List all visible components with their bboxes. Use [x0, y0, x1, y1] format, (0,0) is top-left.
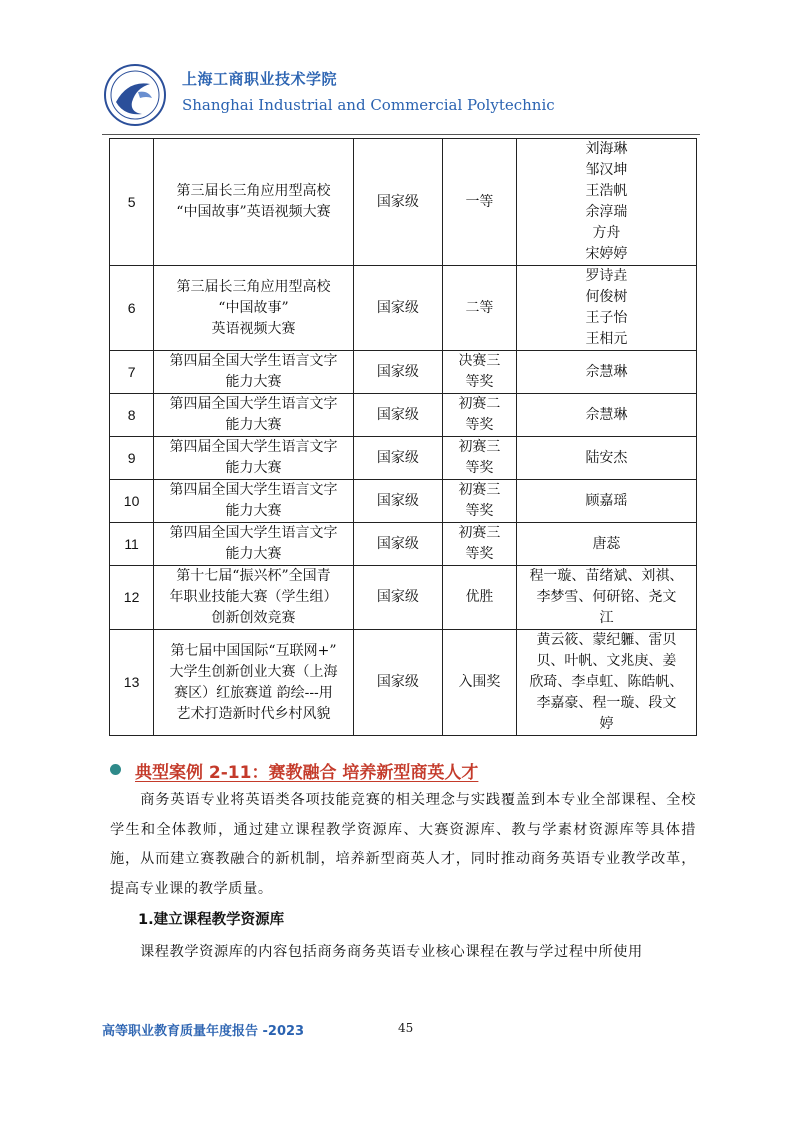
- award-prize: 优胜: [443, 566, 517, 630]
- body-paragraph: [110, 938, 696, 968]
- award-level: 国家级: [353, 523, 442, 566]
- competition-name: 第四届全国大学生语言文字 能力大赛: [154, 351, 354, 394]
- award-level: 国家级: [353, 351, 442, 394]
- student-names: 陆安杰: [516, 437, 696, 480]
- school-name-chinese: 上海工商职业技术学院: [182, 70, 338, 88]
- student-names: 佘慧琳: [516, 351, 696, 394]
- paragraph-text: 课程教学资源库的内容包括商务商务英语专业核心课程在教与学过程中所使用: [140, 944, 643, 960]
- table-row: [110, 480, 697, 523]
- competition-name: 第十七届“振兴杯”全国青 年职业技能大赛（学生组） 创新创效竞赛: [154, 566, 354, 630]
- table-row: [110, 266, 697, 351]
- award-prize: 一等: [443, 139, 517, 266]
- case-title: 典型案例 2-11：赛教融合 培养新型商英人才: [135, 763, 479, 783]
- student-names: 刘海琳 邹汉坤 王浩帆 余淳瑞 方舟 宋婷婷: [516, 139, 696, 266]
- award-level: 国家级: [353, 480, 442, 523]
- school-name-english: Shanghai Industrial and Commercial Polytechnic: [182, 96, 555, 114]
- competition-name: 第四届全国大学生语言文字 能力大赛: [154, 480, 354, 523]
- award-prize: 初赛二 等奖: [443, 394, 517, 437]
- bullet-dot-icon: [110, 764, 121, 775]
- table-row: [110, 630, 697, 736]
- body-paragraph: [110, 786, 696, 904]
- award-prize: 初赛三 等奖: [443, 523, 517, 566]
- row-number: 8: [110, 394, 154, 437]
- table-row: [110, 139, 697, 266]
- award-prize: 二等: [443, 266, 517, 351]
- table-row: [110, 394, 697, 437]
- award-level: 国家级: [353, 630, 442, 736]
- table-row: [110, 351, 697, 394]
- student-names: 黄云筱、蒙纪軅、雷贝 贝、叶帆、文兆庚、姜 欣琦、李卓虹、陈皓帆、 李嘉豪、程一璇、段文 婷: [516, 630, 696, 736]
- page-number: 45: [398, 1021, 414, 1035]
- row-number: 12: [110, 566, 154, 630]
- table-row: [110, 566, 697, 630]
- award-prize: 入围奖: [443, 630, 517, 736]
- student-names: 罗诗垚 何俊树 王子怡 王相元: [516, 266, 696, 351]
- section-subheading: 1.建立课程教学资源库: [138, 912, 285, 928]
- award-level: 国家级: [353, 437, 442, 480]
- student-names: 程一璇、苗绪斌、刘祺、 李梦雪、何研铭、尧文 江: [516, 566, 696, 630]
- competition-name: 第四届全国大学生语言文字 能力大赛: [154, 523, 354, 566]
- competition-name: 第三届长三角应用型高校 “中国故事” 英语视频大赛: [154, 266, 354, 351]
- student-names: 佘慧琳: [516, 394, 696, 437]
- paragraph-text: 商务英语专业将英语类各项技能竞赛的相关理念与实践覆盖到本专业全部课程、全校学生和全体教师，通过建立课程教学资源库、大赛资源库、教与学素材资源库等具体措施，从而建立赛教融合的新机制，培养新型商英人才，同时推动商务英语专业教学改革，提高专业课的教学质量。: [110, 792, 696, 897]
- school-logo-icon: [102, 62, 168, 128]
- row-number: 11: [110, 523, 154, 566]
- award-prize: 初赛三 等奖: [443, 480, 517, 523]
- row-number: 10: [110, 480, 154, 523]
- page-header: [102, 58, 702, 136]
- report-title-footer: 高等职业教育质量年度报告 -2023: [102, 1024, 305, 1039]
- competition-name: 第四届全国大学生语言文字 能力大赛: [154, 437, 354, 480]
- row-number: 13: [110, 630, 154, 736]
- table-row: [110, 437, 697, 480]
- awards-table: [109, 138, 697, 736]
- award-prize: 初赛三 等奖: [443, 437, 517, 480]
- competition-name: 第七届中国国际“互联网+” 大学生创新创业大赛（上海 赛区）红旅赛道 韵绘---用 艺术打造新时代乡村风貌: [154, 630, 354, 736]
- competition-name: 第三届长三角应用型高校 “中国故事”英语视频大赛: [154, 139, 354, 266]
- row-number: 6: [110, 266, 154, 351]
- student-names: 唐蕊: [516, 523, 696, 566]
- row-number: 5: [110, 139, 154, 266]
- award-level: 国家级: [353, 566, 442, 630]
- header-divider: [102, 134, 700, 135]
- row-number: 7: [110, 351, 154, 394]
- student-names: 顾嘉瑶: [516, 480, 696, 523]
- row-number: 9: [110, 437, 154, 480]
- award-level: 国家级: [353, 139, 442, 266]
- table-row: [110, 523, 697, 566]
- award-prize: 决赛三 等奖: [443, 351, 517, 394]
- competition-name: 第四届全国大学生语言文字 能力大赛: [154, 394, 354, 437]
- award-level: 国家级: [353, 394, 442, 437]
- award-level: 国家级: [353, 266, 442, 351]
